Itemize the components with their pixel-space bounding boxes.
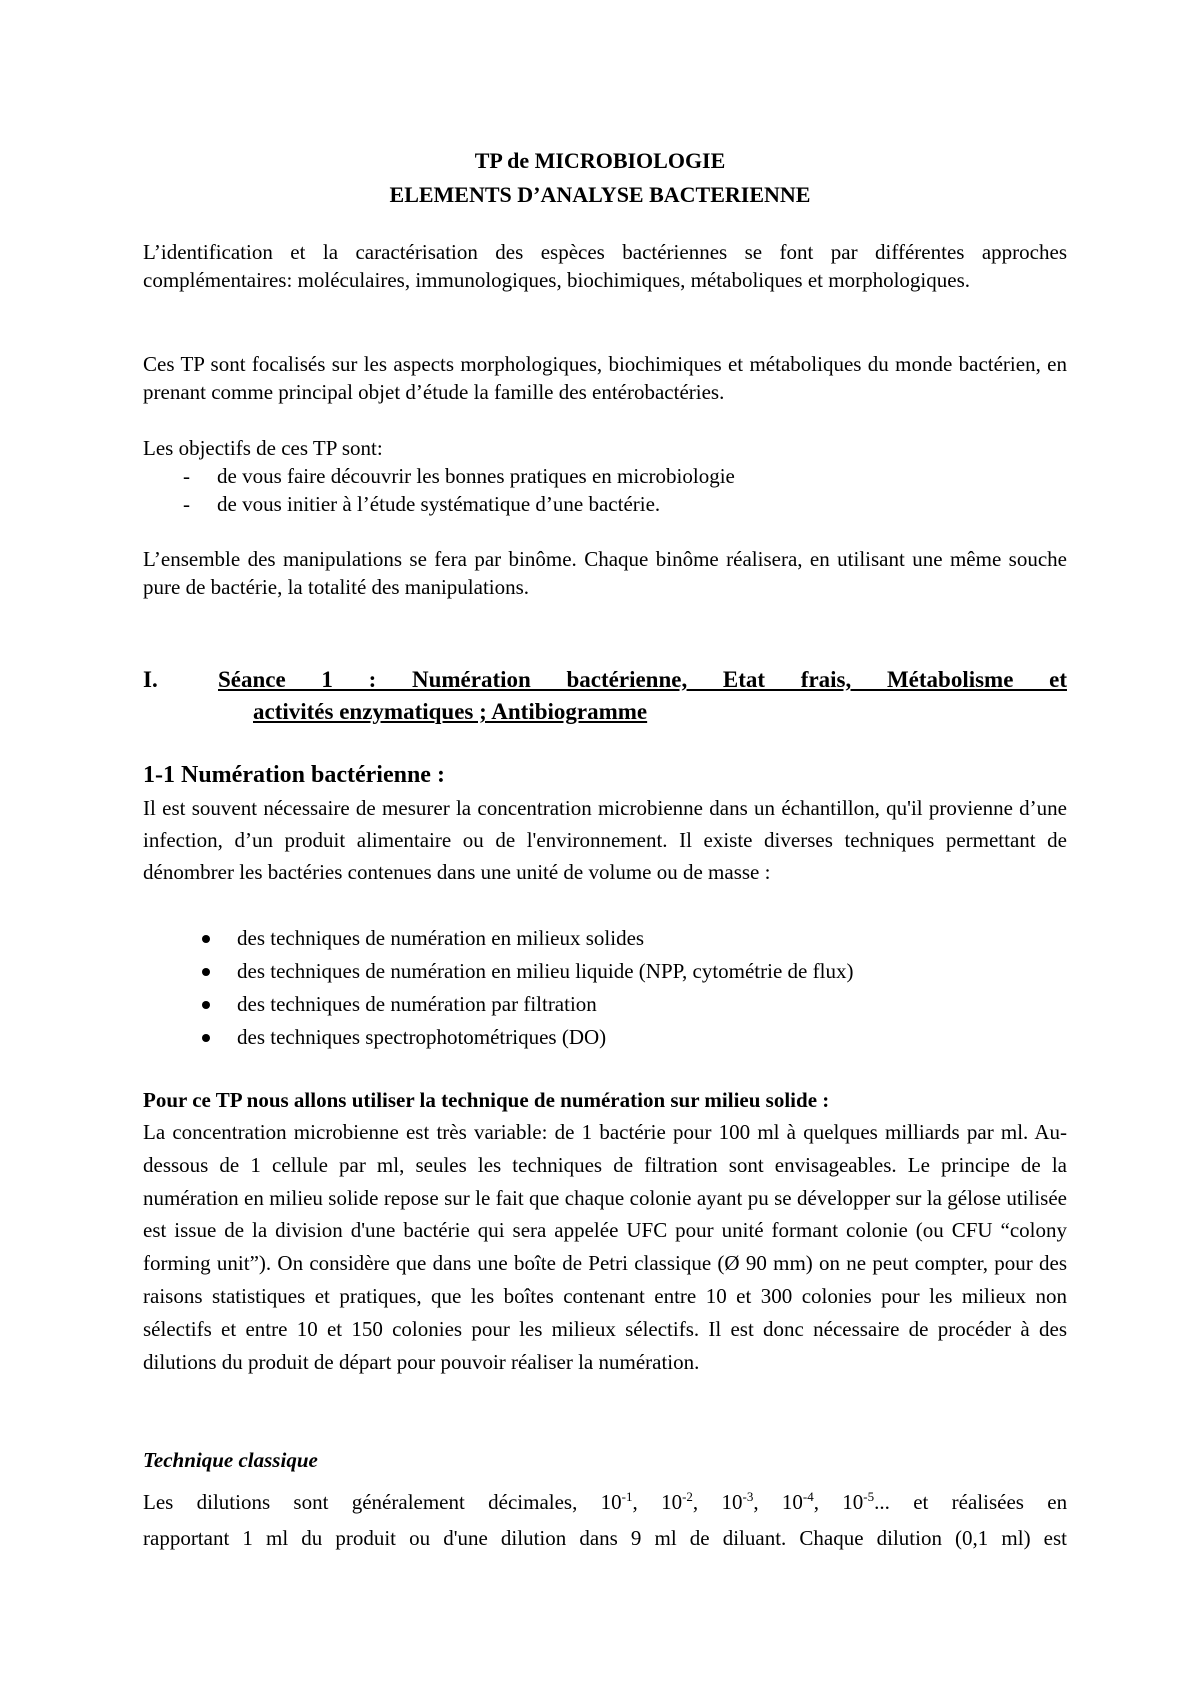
dilution-exponent: -1 xyxy=(621,1489,633,1504)
intro-paragraph-2 xyxy=(143,350,1067,406)
dilution-exponent: -3 xyxy=(742,1489,754,1504)
section-number: I. xyxy=(143,667,158,692)
list-item xyxy=(143,462,1043,490)
intro-paragraph-3 xyxy=(143,545,1067,601)
section-title-line-2: activités enzymatiques ; Antibiogramme xyxy=(253,699,648,724)
list-item-text: des techniques spectrophotométriques (DO) xyxy=(237,1025,607,1049)
dilutions-suffix: et réalisées en xyxy=(913,1490,1068,1514)
intro-paragraph-1-text: L’identification et la caractérisation des espèces bactériennes se font par différentes approches complémentaires: moléculaires, immunologiques, biochimiques, métaboliques et morphologiques. xyxy=(143,240,1067,292)
bullet-icon xyxy=(200,922,237,955)
dilution-value: $10^{-3}$, xyxy=(721,1489,759,1514)
list-item-text: des techniques de numération en milieux solides xyxy=(237,926,645,950)
section-title-line-1: Séance 1 : Numération bactérienne, Etat frais, Métabolisme et xyxy=(218,667,1067,692)
dilution-value: $10^{-2}$, xyxy=(661,1489,699,1514)
list-item xyxy=(143,490,1043,518)
objectives-list xyxy=(143,462,1043,518)
intro-paragraph-2-text: Ces TP sont focalisés sur les aspects morphologiques, biochimiques et métaboliques du monde bactérien, en prenant comme principal objet d’étude la famille des entérobactéries. xyxy=(143,352,1067,404)
dilution-value: $10^{-5}$... xyxy=(842,1489,890,1514)
document-subtitle: ELEMENTS D’ANALYSE BACTERIENNE xyxy=(389,182,811,207)
dilution-value: $10^{-4}$, xyxy=(781,1489,819,1514)
numeration-paragraph-1 xyxy=(143,792,1067,888)
dilution-exponent: -4 xyxy=(802,1489,814,1504)
numeration-paragraph-2-text: La concentration microbienne est très variable: de 1 bactérie pour 100 ml à quelques milliards par ml. Au-dessous de 1 cellule par ml, seules les techniques de filtration sont envisageables. Le principe de la numération en milieu solide repose sur le fait que chaque colonie ayant pu se développer sur la gélose utilisée est issue de la division d'une bactérie qui sera appelée UFC pour unité formant colonie (ou CFU “colony forming unit”). On considère que dans une boîte de Petri classique (Ø 90 mm) on ne peut compter, pour des raisons statistiques et pratiques, que les boîtes contenant entre 10 et 300 colonies pour les milieux non sélectifs et entre 10 et 150 colonies pour les milieux sélectifs. Il est donc nécessaire de procéder à des dilutions du produit de départ pour pouvoir réaliser la numération. xyxy=(143,1120,1067,1374)
subsection-heading: 1-1 Numération bactérienne : xyxy=(143,762,445,788)
list-item xyxy=(200,955,1060,988)
dilution-exponent: -5 xyxy=(863,1489,875,1504)
list-item-text: des techniques de numération par filtration xyxy=(237,992,597,1016)
dilutions-line-2: rapportant 1 ml du produit ou d'une dilution dans 9 ml de diluant. Chaque dilution (0,1 ml) est xyxy=(143,1526,1067,1550)
technique-heading: Technique classique xyxy=(143,1448,318,1472)
bullet-icon xyxy=(200,988,237,1021)
numeration-paragraph-1-text: Il est souvent nécessaire de mesurer la concentration microbienne dans un échantillon, qu'il provienne d’une infection, d’un produit alimentaire ou de l'environnement. Il existe diverses techniques permettant de dénombrer les bactéries contenues dans une unité de volume ou de masse : xyxy=(143,796,1067,884)
list-item xyxy=(200,922,1060,955)
dilution-value: $10^{-1}$, xyxy=(600,1489,638,1514)
intro-paragraph-1 xyxy=(143,238,1067,294)
bullet-icon xyxy=(200,1021,237,1054)
dilutions-line-1 xyxy=(143,1484,1067,1520)
intro-paragraph-3-text: L’ensemble des manipulations se fera par binôme. Chaque binôme réalisera, en utilisant une même souche pure de bactérie, la totalité des manipulations. xyxy=(143,547,1067,599)
list-item-text: des techniques de numération en milieu liquide (NPP, cytométrie de flux) xyxy=(237,959,854,983)
dilutions-prefix: Les dilutions sont généralement décimales, xyxy=(143,1490,578,1514)
document-title: TP de MICROBIOLOGIE xyxy=(474,148,726,173)
dilution-exponent: -2 xyxy=(682,1489,693,1504)
numeration-paragraph-2 xyxy=(143,1116,1067,1378)
techniques-list xyxy=(200,922,1060,1054)
list-item-text: de vous initier à l’étude systématique d’une bactérie. xyxy=(217,492,661,516)
bullet-icon xyxy=(200,955,237,988)
list-item xyxy=(200,988,1060,1021)
list-item-text: de vous faire découvrir les bonnes pratiques en microbiologie xyxy=(217,464,735,488)
dash-marker: - xyxy=(183,464,190,488)
list-item xyxy=(200,1021,1060,1054)
tp-method-heading: Pour ce TP nous allons utiliser la technique de numération sur milieu solide : xyxy=(143,1088,830,1112)
dash-marker: - xyxy=(183,492,190,516)
objectives-intro: Les objectifs de ces TP sont: xyxy=(143,436,383,460)
